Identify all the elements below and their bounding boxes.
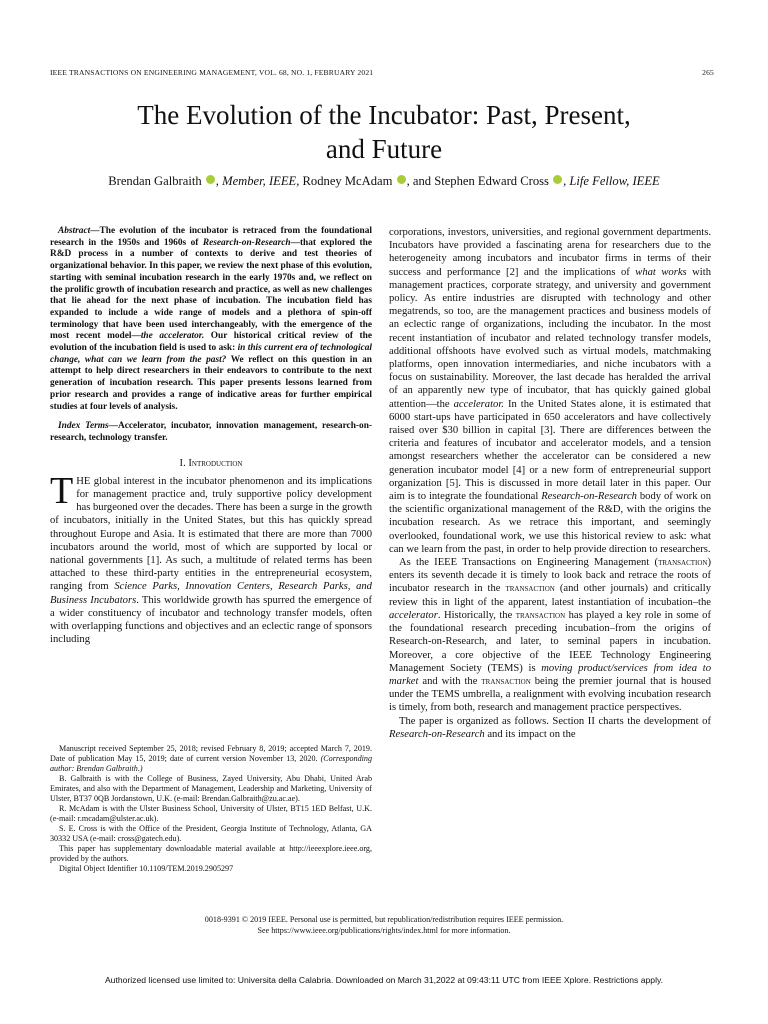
title-line-2: and Future xyxy=(325,134,443,164)
footnotes xyxy=(50,744,372,874)
right-column xyxy=(389,226,711,741)
journal-header: IEEE TRANSACTIONS ON ENGINEERING MANAGEMENT, VOL. 68, NO. 1, FEBRUARY 2021 xyxy=(50,68,374,77)
body-paragraph: As the IEEE Transactions on Engineering Management (transaction) enters its seventh decade it is timely to look back and retrace the roots of incubator research in the transaction (and other journals) and critically review this in light of the apparent, latest instantiation of incubation–the accelerator. Historically, the transaction has played a key role in some of the foundational research preceding incubation–from the origins of Research-on-Research, and later, to seminal papers in incubation. Moreover, a core objective of the IEEE Technology Engineering Management Society (TEMS) is moving product/services from idea to market and with the transaction being the premier journal that is housed under the TEMS umbrella, a realignment with evolving incubation research is timely, from both, research and management practice perspectives. xyxy=(389,557,711,714)
running-head xyxy=(50,68,714,77)
footnote-supplementary: This paper has supplementary downloadable material available at http://ieeexplore.ieee.org, provided by the authors. xyxy=(50,844,372,863)
footnote-author-1: B. Galbraith is with the College of Business, Zayed University, Abu Dhabi, United Arab Emirates, and also with the Department of Management, Leadership and Marketing, University of Ulster, BT37 0QB Jordanstown, U.K. (e-mail: Brendan.Galbraith@zu.ac.ae). xyxy=(50,774,372,803)
body-paragraph: The paper is organized as follows. Section II charts the development of Research-on-Research and its impact on the xyxy=(389,715,711,740)
copyright-notice xyxy=(40,914,728,936)
index-terms-label: Index Terms xyxy=(58,421,109,432)
intro-paragraph: THE global interest in the incubator phenomenon and its implications for management practice and, truly supportive policy development has burgeoned over the decades. There has been a surge in the growth of incubators, initially in the United States, but this has quickly spread throughout Europe and Asia. It is estimated that there are more than 7000 incubators around the world, most of which are supported by local or national governments [1]. As such, a multitude of related terms has been attached to these third-party entities in the entrepreneurial ecosystem, ranging from Science Parks, Innovation Centers, Research Parks, and Business Incubators. This worldwide growth has spurred the emergence of a wider constituency of incubator and technology transfer models, often with overlapping functions and objectives and an eclectic range of sponsors including xyxy=(50,469,372,646)
footnote-doi: Digital Object Identifier 10.1109/TEM.2019.2905297 xyxy=(59,864,234,873)
footnote-author-3: S. E. Cross is with the Office of the President, Georgia Institute of Technology, Atlanta, GA 30332 USA (e-mail: cross@gatech.edu). xyxy=(50,824,372,843)
drop-cap: T xyxy=(50,469,74,512)
abstract: Abstract—The evolution of the incubator is retraced from the foundational research in the 1950s and 1960s of Research-on-Research—that explored the R&D process in a number of contexts to derive and test theories of organizational behavior. In this paper, we review the next phase of this evolution, starting with seminal incubation research in the early 1970s and, we reflect on the prolific growth of incubation research and practice, as well as new challenges that lie ahead for the next phase of incubation. The incubation field has expanded to include a wide range of models and a plethora of spin-off terminology that have been used interchangeably, with the emergence of the most recent model—the accelerator. Our historical critical review of the evolution of the incubation field is used to ask: in this current era of technological change, what can we learn from the past? We reflect on this question in an attempt to help direct researchers in their endeavors to contribute to the next generation of incubation research. This paper presents lessons learned from prior research and provides a range of indicative areas for further empirical studies at four levels of analysis. xyxy=(50,226,373,412)
author-list xyxy=(40,174,728,189)
paper-title xyxy=(40,98,728,166)
footnote-author-2: R. McAdam is with the Ulster Business School, University of Ulster, BT15 1ED Belfast, U.K. (e-mail: r.mcadam@ulster.ac.uk). xyxy=(50,804,372,823)
left-column xyxy=(50,226,372,647)
body-paragraph: corporations, investors, universities, and regional government departments. Incubators have provided a fascinating arena for researchers due to the heterogeneity among incubators and incubator firms in terms of their success and performance [2] and the implications of what works with management practices, corporate strategy, and university and government policy. As entire industries are disrupted with technology and other megatrends, so too, are the management practices and business models of an eclectic range of organizations, including the incubator. In the most recent instantiation of incubator and related technology transfer models, additional offshoots have evolved such as virtual models, matchmaking platforms, open innovation intermediaries, and niche incubators with a focus on sustainability. Moreover, the last decade has heralded the arrival of an apparently new type of incubator, that has quickly gained global attention—the accelerator. In the United States alone, it is estimated that 6000 start-ups have participated in 650 accelerators and have collectively raised over $30 billion in capital [3]. There are differences between the criteria and features of incubator and accelerator models, and a tension amongst researchers whether the accelerator can be considered a new generation incubator model [4] or a new form of entrepreneurial support organization [5]. This is discussed in more detail later in this paper. Our aim is to integrate the foundational Research-on-Research body of work on the scientific organizational management of the R&D, with the origins the incubation research. As we retrace this important, and seemingly overlooked, foundational work, we use this historical review to ask: what can we learn from the past, in order to help provide direction to researchers. xyxy=(389,227,711,555)
orcid-icon[interactable] xyxy=(206,175,215,184)
author-1-affiliation: , Member, IEEE, xyxy=(215,174,300,188)
index-terms: Index Terms—Accelerator, incubator, innovation management, research-on-research, technology transfer. xyxy=(50,421,372,443)
page-number: 265 xyxy=(702,68,714,77)
section-heading: I. Introduction xyxy=(179,457,243,469)
title-line-1: The Evolution of the Incubator: Past, Present, xyxy=(137,100,631,130)
author-2: Rodney McAdam xyxy=(302,174,393,188)
footnote-manuscript: Manuscript received September 25, 2018; revised February 8, 2019; accepted March 7, 2019. Date of publication May 15, 2019; date of current version November 13, 2020. (Corresponding author: Brendan Galbraith.) xyxy=(50,744,372,773)
abstract-label: Abstract xyxy=(58,226,91,236)
author-1: Brendan Galbraith xyxy=(108,174,202,188)
orcid-icon[interactable] xyxy=(553,175,562,184)
authorized-use-notice: Authorized licensed use limited to: Universita della Calabria. Downloaded on March 31,2022 at 09:43:11 UTC from IEEE Xplore. Restrictions apply. xyxy=(104,975,664,985)
author-3: , and Stephen Edward Cross xyxy=(406,174,549,188)
copyright-line-2: See https://www.ieee.org/publications/rights/index.html for more information. xyxy=(257,926,511,935)
orcid-icon[interactable] xyxy=(397,175,406,184)
copyright-line-1: 0018-9391 © 2019 IEEE. Personal use is permitted, but republication/redistribution requires IEEE permission. xyxy=(204,915,564,924)
author-3-affiliation: , Life Fellow, IEEE xyxy=(563,174,660,188)
